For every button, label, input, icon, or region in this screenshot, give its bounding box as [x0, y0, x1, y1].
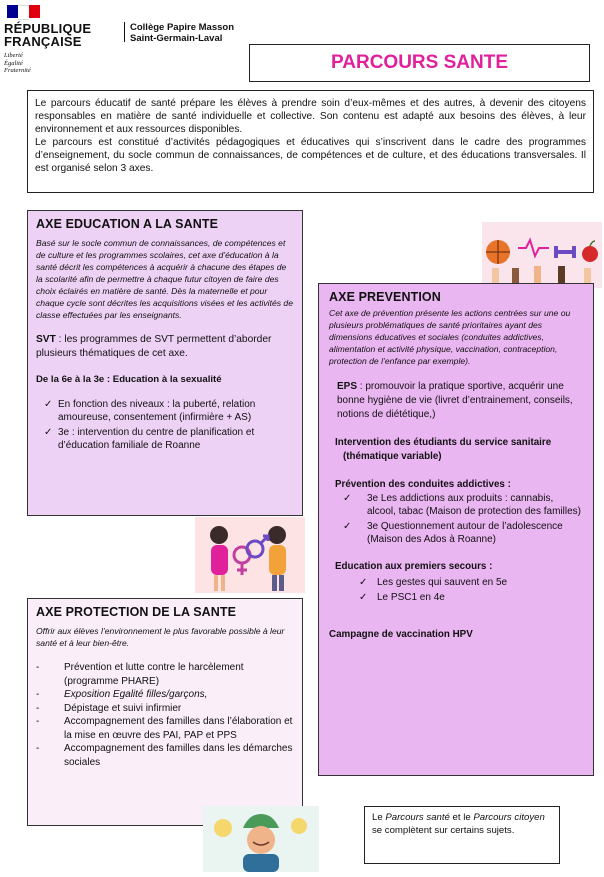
- parcours-note: Le Parcours santé et le Parcours citoyen se complètent sur certains sujets.: [364, 806, 560, 864]
- title-box: [249, 44, 590, 82]
- addiction-item: ✓ 3e Questionnement autour de l’adolescence (Maison des Ados à Roanne): [343, 521, 563, 545]
- republic-motto: [4, 52, 31, 75]
- protection-item: - Accompagnement des familles dans les démarches sociales: [36, 743, 293, 768]
- checkmark-icon: ✓: [359, 592, 368, 603]
- svt-text: : les programmes de SVT permettent d’aborder plusieurs thématiques de cet axe.: [36, 334, 272, 359]
- note-parcours-citoyen: Parcours citoyen: [473, 812, 545, 823]
- intro-paragraph-2: Le parcours est constitué d’activités pédagogiques et éducatives qui s’inscrivent dans le cadre des programmes d’enseignement, du socle commun de connaissances, de compétences et de culture, et des éducations transversales. Il est organisé selon 3 axes.: [35, 137, 586, 174]
- intro-paragraph-1: Le parcours éducatif de santé prépare les élèves à prendre soin d’eux-mêmes et des autres, à devenir des citoyens responsables en matière de santé individuelle et collective. Son contenu est adapté aux besoins des élèves, à leur environnement et aux ressources disponibles.: [35, 98, 586, 135]
- svt-label: SVT: [36, 334, 56, 345]
- checkmark-icon: ✓: [44, 427, 53, 438]
- addiction-item: ✓ 3e Les addictions aux produits : cannabis, alcool, tabac (Maison de protection des familles): [343, 493, 581, 517]
- school-name: Collège Papire Masson: [130, 22, 235, 33]
- page-title: PARCOURS SANTE: [331, 52, 508, 73]
- axe-education-heading: AXE EDUCATION A LA SANTE: [36, 217, 219, 231]
- motto-egalite: Égalité: [4, 59, 23, 67]
- axe-protection-heading: AXE PROTECTION DE LA SANTE: [36, 605, 237, 619]
- header-divider: [124, 22, 125, 42]
- school-block: [130, 23, 234, 44]
- axe-protection-description: Offrir aux élèves l’environnement le plus favorable possible à leur santé et à leur bien-être.: [36, 626, 285, 648]
- education-item: ✓ 3e : intervention du centre de planification et d’éducation familiale de Roanne: [44, 427, 255, 451]
- axe-prevention-panel: [318, 283, 594, 776]
- note-parcours-sante: Parcours santé: [385, 812, 450, 823]
- french-flag-icon: [7, 5, 40, 18]
- addictions-heading: Prévention des conduites addictives :: [335, 479, 511, 490]
- axe-education-description: Basé sur le socle commun de connaissances, de compétences et de culture et les programmes scolaires, cet axe d’éducation à la santé décrit les compétences à acquérir à chacune des étapes de la scolarité afin de permettre à chaque futur citoyen de faire des choix éclairés en matière de santé. Dès la maternelle et pour chaque cycle sont décrites les acquisitions visées et les activités de classe effectuées par les enseignants.: [36, 238, 293, 320]
- republique-francaise-logo: [4, 22, 91, 48]
- checkmark-icon: ✓: [359, 577, 368, 588]
- intervention-sub: (thématique variable): [343, 451, 442, 462]
- intervention-heading: Intervention des étudiants du service sanitaire: [335, 437, 552, 448]
- motto-fraternite: Fraternité: [4, 67, 31, 74]
- protection-item: - Exposition Egalité filles/garçons,: [36, 689, 208, 700]
- vaccination-line: Campagne de vaccination HPV: [329, 629, 473, 640]
- education-item: ✓ En fonction des niveaux : la puberté, relation amoureuse, consentement (infirmière + AS): [44, 399, 256, 423]
- protection-item: - Prévention et lutte contre le harcèlement (programme PHARE): [36, 662, 244, 687]
- svt-paragraph: [36, 333, 294, 361]
- gender-equality-illustration: [195, 517, 305, 593]
- sexualite-heading: De la 6e à la 3e : Education à la sexualité: [36, 374, 222, 385]
- eps-label: EPS: [337, 381, 358, 392]
- axe-education-panel: [27, 210, 303, 516]
- axe-prevention-heading: AXE PREVENTION: [329, 290, 441, 304]
- republique-line2: FRANÇAISE: [4, 34, 82, 49]
- protection-item: - Dépistage et suivi infirmier: [36, 702, 182, 714]
- checkmark-icon: ✓: [343, 493, 352, 504]
- motto-liberte: Liberté: [4, 52, 23, 59]
- sport-health-illustration: [482, 222, 602, 288]
- school-city: Saint-Germain-Laval: [130, 32, 223, 44]
- secours-heading: Education aux premiers secours :: [335, 561, 493, 572]
- checkmark-icon: ✓: [44, 399, 53, 410]
- eps-text: : promouvoir la pratique sportive, acquérir une bonne hygiène de vie (livret d’entrainement, conseils, notions de diététique,): [337, 381, 573, 420]
- secours-item: ✓ Le PSC1 en 4e: [359, 592, 445, 603]
- secours-item: ✓ Les gestes qui sauvent en 5e: [359, 577, 508, 588]
- checkmark-icon: ✓: [343, 521, 352, 532]
- mental-health-illustration: [203, 806, 319, 872]
- intro-box: [27, 90, 594, 193]
- axe-prevention-description: Cet axe de prévention présente les actions centrées sur une ou plusieurs problématiques de santé prioritaires ayant des dimensions éducatives et sociales (conduites addictives, alimentation et activité physique, vaccination, contraception, protection de l’enfance par exemple).: [329, 308, 571, 366]
- protection-item: - Accompagnement des familles dans l’élaboration et la mise en œuvre des PAI, PAP et PPS: [36, 716, 293, 741]
- republique-line1: RÉPUBLIQUE: [4, 21, 92, 36]
- eps-paragraph: [329, 380, 583, 422]
- axe-protection-panel: [27, 598, 303, 826]
